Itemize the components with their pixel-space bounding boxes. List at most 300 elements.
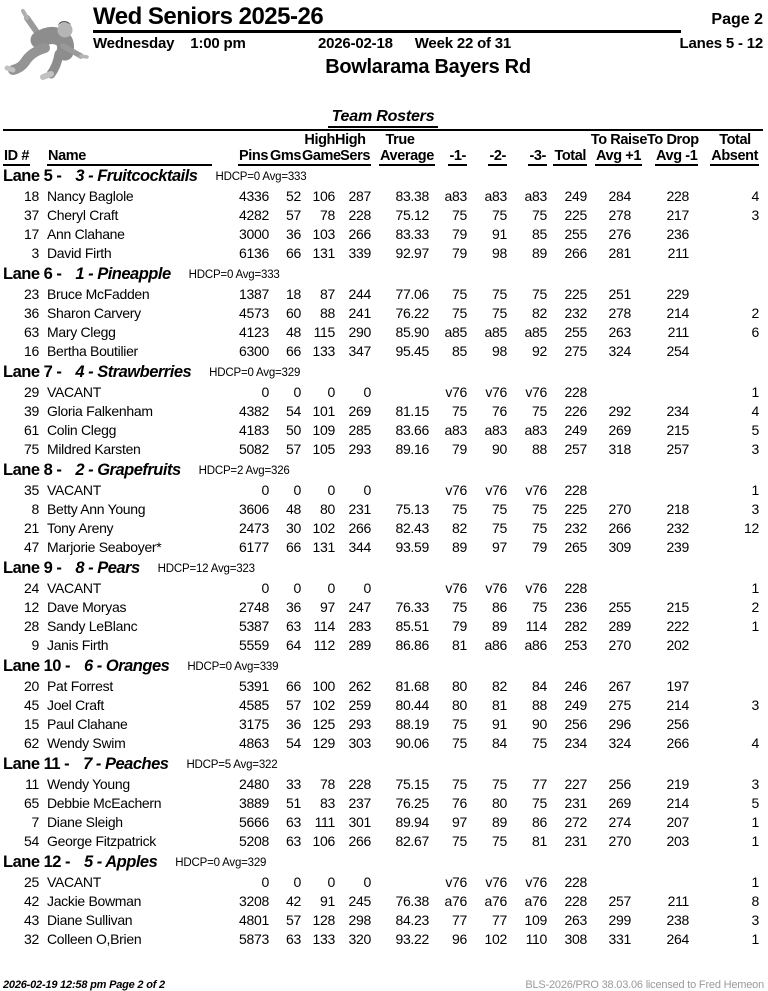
cell-id: 29 bbox=[24, 384, 39, 400]
player-row bbox=[3, 226, 763, 245]
cell-total: 272 bbox=[564, 814, 587, 830]
cell-raise-avg: 274 bbox=[608, 814, 631, 830]
cell-id: 23 bbox=[24, 286, 39, 302]
cell-pins: 2748 bbox=[239, 599, 269, 615]
cell-gms: 66 bbox=[286, 678, 301, 694]
cell-pins: 4585 bbox=[239, 697, 269, 713]
cell-game3: v76 bbox=[525, 874, 547, 890]
cell-id: 25 bbox=[24, 874, 39, 890]
cell-high-sers: 0 bbox=[363, 482, 371, 498]
cell-high-sers: 241 bbox=[348, 305, 371, 321]
cell-game1: 79 bbox=[452, 441, 467, 457]
cell-absent: 4 bbox=[751, 403, 759, 419]
cell-drop-avg: 222 bbox=[666, 618, 689, 634]
cell-name: Ann Clahane bbox=[47, 226, 125, 242]
cell-absent: 4 bbox=[751, 188, 759, 204]
cell-id: 37 bbox=[24, 207, 39, 223]
cell-total: 253 bbox=[564, 637, 587, 653]
cell-pins: 4183 bbox=[239, 422, 269, 438]
col-header-pins: Pins bbox=[238, 148, 268, 164]
cell-game1: v76 bbox=[445, 384, 467, 400]
cell-game3: 84 bbox=[532, 678, 547, 694]
cell-high-game: 115 bbox=[313, 324, 335, 340]
cell-absent: 6 bbox=[751, 324, 759, 340]
cell-raise-avg: 289 bbox=[608, 618, 631, 634]
cell-game3: 75 bbox=[532, 599, 547, 615]
cell-raise-avg: 269 bbox=[608, 422, 631, 438]
cell-total: 232 bbox=[564, 520, 587, 536]
col-header-gms: Gms bbox=[270, 148, 302, 164]
cell-pins: 4282 bbox=[239, 207, 269, 223]
cell-game1: a76 bbox=[444, 893, 467, 909]
cell-game2: a83 bbox=[484, 422, 507, 438]
cell-game3: 89 bbox=[532, 245, 547, 261]
cell-id: 43 bbox=[24, 912, 39, 928]
cell-game2: 75 bbox=[492, 776, 507, 792]
cell-gms: 54 bbox=[286, 403, 301, 419]
cell-game2: v76 bbox=[485, 384, 507, 400]
cell-absent: 2 bbox=[751, 305, 759, 321]
cell-game3: 109 bbox=[524, 912, 547, 928]
cell-game1: 76 bbox=[452, 795, 467, 811]
cell-game2: 82 bbox=[492, 678, 507, 694]
cell-high-game: 111 bbox=[314, 814, 335, 830]
cell-game2: a83 bbox=[484, 188, 507, 204]
cell-drop-avg: 236 bbox=[666, 226, 689, 242]
lane-label: Lane 11 - bbox=[3, 755, 70, 773]
cell-pins: 3000 bbox=[239, 226, 269, 242]
player-row bbox=[3, 931, 763, 950]
player-row bbox=[3, 245, 763, 264]
cell-pins: 4573 bbox=[239, 305, 269, 321]
cell-game2: a76 bbox=[484, 893, 507, 909]
cell-gms: 63 bbox=[286, 833, 301, 849]
cell-raise-avg: 267 bbox=[608, 678, 631, 694]
cell-average: 81.15 bbox=[395, 403, 429, 419]
cell-game3: 75 bbox=[532, 501, 547, 517]
cell-game1: a83 bbox=[444, 422, 467, 438]
team-header-row bbox=[3, 755, 763, 776]
cell-total: 228 bbox=[564, 482, 587, 498]
cell-id: 75 bbox=[24, 441, 39, 457]
player-row bbox=[3, 501, 763, 520]
cell-absent: 3 bbox=[751, 697, 759, 713]
cell-high-sers: 228 bbox=[348, 776, 371, 792]
cell-absent: 8 bbox=[751, 893, 759, 909]
cell-total: 231 bbox=[564, 833, 587, 849]
cell-high-game: 78 bbox=[320, 207, 335, 223]
cell-average: 80.44 bbox=[395, 697, 429, 713]
title-underline bbox=[93, 4, 681, 33]
cell-average: 85.90 bbox=[395, 324, 429, 340]
cell-high-game: 101 bbox=[312, 403, 335, 419]
col-header-average: Average bbox=[380, 148, 434, 164]
col-header-high-sers: Sers bbox=[340, 148, 370, 164]
team-name: 3 - Fruitcocktails bbox=[75, 167, 198, 185]
cell-name: Wendy Young bbox=[47, 776, 130, 792]
cell-raise-avg: 256 bbox=[608, 776, 631, 792]
cell-drop-avg: 211 bbox=[667, 893, 689, 909]
cell-raise-avg: 270 bbox=[608, 501, 631, 517]
player-row bbox=[3, 324, 763, 343]
team-name: 7 - Peaches bbox=[83, 755, 169, 773]
cell-id: 28 bbox=[24, 618, 39, 634]
cell-pins: 6300 bbox=[239, 343, 269, 359]
cell-average: 90.06 bbox=[395, 735, 429, 751]
cell-pins: 3889 bbox=[239, 795, 269, 811]
team-header-row bbox=[3, 853, 763, 874]
cell-high-game: 105 bbox=[312, 441, 335, 457]
cell-id: 61 bbox=[24, 422, 39, 438]
cell-high-sers: 289 bbox=[348, 637, 371, 653]
cell-game3: 75 bbox=[532, 403, 547, 419]
cell-high-sers: 245 bbox=[348, 893, 371, 909]
player-row bbox=[3, 795, 763, 814]
cell-gms: 0 bbox=[293, 580, 301, 596]
col-to-raise-top: To Raise bbox=[590, 132, 647, 148]
cell-game1: 96 bbox=[452, 931, 467, 947]
league-day: Wednesday bbox=[93, 35, 175, 53]
cell-high-sers: 266 bbox=[348, 520, 371, 536]
cell-name: Paul Clahane bbox=[47, 716, 128, 732]
cell-high-sers: 0 bbox=[363, 580, 371, 596]
cell-game1: 75 bbox=[452, 403, 467, 419]
table-header-top-row bbox=[3, 132, 763, 148]
cell-high-sers: 266 bbox=[348, 833, 371, 849]
col-header-total: Total bbox=[554, 148, 586, 164]
player-row bbox=[3, 912, 763, 931]
cell-game2: 89 bbox=[492, 618, 507, 634]
cell-drop-avg: 214 bbox=[666, 795, 689, 811]
cell-id: 32 bbox=[24, 931, 39, 947]
cell-pins: 4336 bbox=[239, 188, 269, 204]
cell-high-sers: 0 bbox=[363, 384, 371, 400]
cell-pins: 3208 bbox=[239, 893, 269, 909]
cell-high-game: 102 bbox=[312, 697, 335, 713]
cell-absent: 1 bbox=[751, 814, 759, 830]
cell-gms: 64 bbox=[286, 637, 301, 653]
cell-drop-avg: 217 bbox=[666, 207, 689, 223]
cell-average: 86.86 bbox=[395, 637, 429, 653]
cell-id: 35 bbox=[24, 482, 39, 498]
player-row bbox=[3, 893, 763, 912]
cell-absent: 3 bbox=[751, 207, 759, 223]
cell-gms: 33 bbox=[286, 776, 301, 792]
cell-raise-avg: 299 bbox=[608, 912, 631, 928]
player-row bbox=[3, 697, 763, 716]
cell-high-game: 112 bbox=[313, 637, 335, 653]
player-row bbox=[3, 207, 763, 226]
cell-high-game: 0 bbox=[327, 580, 335, 596]
cell-high-sers: 320 bbox=[348, 931, 371, 947]
cell-gms: 63 bbox=[286, 814, 301, 830]
team-header-row bbox=[3, 657, 763, 678]
cell-high-game: 0 bbox=[327, 482, 335, 498]
cell-name: Sharon Carvery bbox=[47, 305, 141, 321]
cell-total: 265 bbox=[564, 539, 587, 555]
player-row bbox=[3, 580, 763, 599]
cell-game1: 80 bbox=[452, 678, 467, 694]
week-counter: Week 22 of 31 bbox=[414, 35, 512, 53]
lane-label: Lane 8 - bbox=[3, 461, 62, 479]
cell-game2: v76 bbox=[485, 580, 507, 596]
team-hdcp-avg: HDCP=0 Avg=333 bbox=[215, 171, 307, 183]
cell-high-sers: 287 bbox=[348, 188, 371, 204]
cell-total: 249 bbox=[564, 697, 587, 713]
cell-id: 39 bbox=[24, 403, 39, 419]
cell-id: 15 bbox=[24, 716, 39, 732]
cell-absent: 5 bbox=[751, 422, 759, 438]
cell-gms: 66 bbox=[286, 343, 301, 359]
cell-game3: 77 bbox=[532, 776, 547, 792]
cell-name: David Firth bbox=[47, 245, 112, 261]
cell-average: 95.45 bbox=[395, 343, 429, 359]
cell-high-game: 133 bbox=[312, 931, 335, 947]
cell-high-sers: 247 bbox=[348, 599, 371, 615]
report-footer bbox=[3, 979, 764, 991]
player-row bbox=[3, 539, 763, 558]
league-title: Wed Seniors 2025-26 bbox=[93, 3, 324, 30]
cell-game3: 92 bbox=[532, 343, 547, 359]
cell-total: 282 bbox=[564, 618, 587, 634]
cell-total: 228 bbox=[564, 580, 587, 596]
cell-high-game: 106 bbox=[312, 833, 335, 849]
player-row bbox=[3, 422, 763, 441]
roster-table-body bbox=[3, 167, 763, 950]
cell-high-sers: 298 bbox=[348, 912, 371, 928]
cell-game2: 75 bbox=[492, 501, 507, 517]
cell-high-game: 83 bbox=[320, 795, 335, 811]
cell-pins: 6177 bbox=[239, 539, 269, 555]
player-row bbox=[3, 599, 763, 618]
cell-absent: 3 bbox=[751, 441, 759, 457]
cell-name: VACANT bbox=[47, 482, 101, 498]
cell-drop-avg: 234 bbox=[666, 403, 689, 419]
lane-label: Lane 9 - bbox=[3, 559, 62, 577]
cell-high-game: 129 bbox=[312, 735, 335, 751]
player-row bbox=[3, 403, 763, 422]
cell-game3: 82 bbox=[532, 305, 547, 321]
cell-absent: 12 bbox=[744, 520, 759, 536]
col-header-game1: -1- bbox=[449, 148, 466, 164]
cell-drop-avg: 211 bbox=[667, 245, 689, 261]
team-hdcp-avg: HDCP=12 Avg=323 bbox=[157, 563, 255, 575]
cell-absent: 3 bbox=[751, 912, 759, 928]
cell-gms: 63 bbox=[286, 618, 301, 634]
cell-high-game: 87 bbox=[320, 286, 335, 302]
bowling-center-name: Bowlarama Bayers Rd bbox=[325, 56, 531, 79]
team-header-row bbox=[3, 461, 763, 482]
cell-id: 42 bbox=[24, 893, 39, 909]
cell-raise-avg: 257 bbox=[608, 893, 631, 909]
cell-total: 308 bbox=[564, 931, 587, 947]
cell-game2: 75 bbox=[492, 207, 507, 223]
cell-game1: 75 bbox=[452, 833, 467, 849]
cell-id: 17 bbox=[24, 226, 39, 242]
col-header-name: Name bbox=[39, 148, 219, 166]
cell-pins: 2480 bbox=[239, 776, 269, 792]
cell-pins: 5666 bbox=[239, 814, 269, 830]
cell-average: 83.66 bbox=[395, 422, 429, 438]
cell-game1: a85 bbox=[444, 324, 467, 340]
cell-name: Jackie Bowman bbox=[47, 893, 142, 909]
cell-id: 21 bbox=[24, 520, 39, 536]
cell-game2: 89 bbox=[492, 814, 507, 830]
cell-game3: 110 bbox=[525, 931, 547, 947]
cell-name: George Fitzpatrick bbox=[47, 833, 156, 849]
cell-game2: 91 bbox=[492, 226, 507, 242]
cell-pins: 2473 bbox=[239, 520, 269, 536]
cell-game3: v76 bbox=[525, 580, 547, 596]
cell-game1: 85 bbox=[452, 343, 467, 359]
cell-game3: a76 bbox=[524, 893, 547, 909]
cell-drop-avg: 238 bbox=[666, 912, 689, 928]
col-header-drop-avg: Avg -1 bbox=[656, 148, 698, 164]
cell-high-sers: 290 bbox=[348, 324, 371, 340]
cell-pins: 3175 bbox=[239, 716, 269, 732]
cell-game2: 91 bbox=[492, 716, 507, 732]
cell-absent: 1 bbox=[751, 384, 759, 400]
lanes-range: Lanes 5 - 12 bbox=[679, 35, 763, 53]
cell-total: 266 bbox=[564, 245, 587, 261]
cell-game1: v76 bbox=[445, 482, 467, 498]
cell-pins: 4801 bbox=[239, 912, 269, 928]
table-top-rule bbox=[3, 129, 763, 131]
cell-game1: 79 bbox=[452, 245, 467, 261]
cell-raise-avg: 255 bbox=[608, 599, 631, 615]
cell-drop-avg: 215 bbox=[666, 599, 689, 615]
col-total-top: Total bbox=[719, 132, 751, 148]
cell-high-game: 133 bbox=[312, 343, 335, 359]
col-header-high-game: Game bbox=[302, 148, 341, 164]
cell-pins: 4863 bbox=[239, 735, 269, 751]
cell-high-sers: 237 bbox=[348, 795, 371, 811]
cell-game3: a83 bbox=[524, 422, 547, 438]
bowler-clipart-icon bbox=[3, 4, 91, 86]
cell-name: Wendy Swim bbox=[47, 735, 126, 751]
cell-game1: 89 bbox=[452, 539, 467, 555]
cell-game1: 75 bbox=[452, 501, 467, 517]
cell-pins: 0 bbox=[261, 384, 269, 400]
col-header-absent: Absent bbox=[711, 148, 758, 164]
cell-game2: 75 bbox=[492, 286, 507, 302]
cell-id: 20 bbox=[24, 678, 39, 694]
cell-average: 83.38 bbox=[395, 188, 429, 204]
cell-game3: a86 bbox=[524, 637, 547, 653]
cell-average: 76.22 bbox=[395, 305, 429, 321]
cell-game1: a83 bbox=[444, 188, 467, 204]
cell-game1: v76 bbox=[445, 580, 467, 596]
cell-gms: 51 bbox=[286, 795, 301, 811]
cell-gms: 63 bbox=[286, 931, 301, 947]
cell-drop-avg: 218 bbox=[666, 501, 689, 517]
team-hdcp-avg: HDCP=0 Avg=329 bbox=[209, 367, 301, 379]
section-title bbox=[3, 108, 763, 126]
cell-raise-avg: 251 bbox=[608, 286, 631, 302]
team-hdcp-avg: HDCP=5 Avg=322 bbox=[186, 759, 278, 771]
cell-id: 54 bbox=[24, 833, 39, 849]
cell-game1: v76 bbox=[445, 874, 467, 890]
player-row bbox=[3, 305, 763, 324]
cell-game3: v76 bbox=[525, 482, 547, 498]
cell-game1: 75 bbox=[452, 207, 467, 223]
cell-raise-avg: 309 bbox=[608, 539, 631, 555]
cell-high-sers: 262 bbox=[348, 678, 371, 694]
cell-game2: 81 bbox=[492, 697, 507, 713]
header-info-row bbox=[93, 35, 763, 52]
cell-game2: 76 bbox=[492, 403, 507, 419]
cell-total: 255 bbox=[564, 324, 587, 340]
lane-label: Lane 6 - bbox=[3, 265, 62, 283]
cell-gms: 36 bbox=[286, 226, 301, 242]
cell-total: 255 bbox=[564, 226, 587, 242]
cell-gms: 36 bbox=[286, 599, 301, 615]
cell-average: 77.06 bbox=[395, 286, 429, 302]
cell-id: 12 bbox=[24, 599, 39, 615]
cell-high-game: 80 bbox=[320, 501, 335, 517]
player-row bbox=[3, 188, 763, 207]
cell-gms: 48 bbox=[286, 501, 301, 517]
cell-drop-avg: 254 bbox=[666, 343, 689, 359]
cell-gms: 36 bbox=[286, 716, 301, 732]
cell-average: 76.38 bbox=[395, 893, 429, 909]
cell-average: 76.25 bbox=[395, 795, 429, 811]
cell-gms: 57 bbox=[286, 912, 301, 928]
team-name: 8 - Pears bbox=[75, 559, 140, 577]
cell-high-sers: 301 bbox=[348, 814, 371, 830]
cell-raise-avg: 296 bbox=[608, 716, 631, 732]
cell-raise-avg: 324 bbox=[608, 343, 631, 359]
cell-game1: 97 bbox=[452, 814, 467, 830]
player-row bbox=[3, 286, 763, 305]
cell-high-game: 103 bbox=[312, 226, 335, 242]
cell-name: Mildred Karsten bbox=[47, 441, 141, 457]
cell-raise-avg: 275 bbox=[608, 697, 631, 713]
cell-average: 93.59 bbox=[395, 539, 429, 555]
cell-average: 81.68 bbox=[395, 678, 429, 694]
player-row bbox=[3, 441, 763, 460]
cell-pins: 5391 bbox=[239, 678, 269, 694]
player-row bbox=[3, 716, 763, 735]
cell-drop-avg: 202 bbox=[666, 637, 689, 653]
page-number: Page 2 bbox=[711, 11, 763, 29]
cell-game3: a83 bbox=[524, 188, 547, 204]
cell-gms: 66 bbox=[286, 245, 301, 261]
cell-absent: 1 bbox=[751, 931, 759, 947]
cell-total: 228 bbox=[564, 893, 587, 909]
league-time: 1:00 pm bbox=[190, 35, 246, 53]
cell-name: VACANT bbox=[47, 874, 101, 890]
cell-high-game: 97 bbox=[320, 599, 335, 615]
cell-game3: 75 bbox=[532, 286, 547, 302]
cell-pins: 5387 bbox=[239, 618, 269, 634]
cell-gms: 57 bbox=[286, 207, 301, 223]
cell-drop-avg: 264 bbox=[666, 931, 689, 947]
cell-name: Bertha Boutilier bbox=[47, 343, 138, 359]
lane-label: Lane 10 - bbox=[3, 657, 71, 675]
team-header-row bbox=[3, 265, 763, 286]
col-header-id: ID # bbox=[4, 148, 29, 164]
cell-average: 89.16 bbox=[395, 441, 429, 457]
cell-high-game: 131 bbox=[312, 539, 335, 555]
cell-game3: 88 bbox=[532, 441, 547, 457]
cell-game1: 75 bbox=[452, 735, 467, 751]
footer-print-stamp: 2026-02-19 12:58 pm Page 2 of 2 bbox=[3, 979, 165, 991]
cell-high-game: 100 bbox=[312, 678, 335, 694]
cell-high-game: 109 bbox=[312, 422, 335, 438]
cell-total: 232 bbox=[564, 305, 587, 321]
col-to-drop-top: To Drop bbox=[647, 132, 699, 148]
